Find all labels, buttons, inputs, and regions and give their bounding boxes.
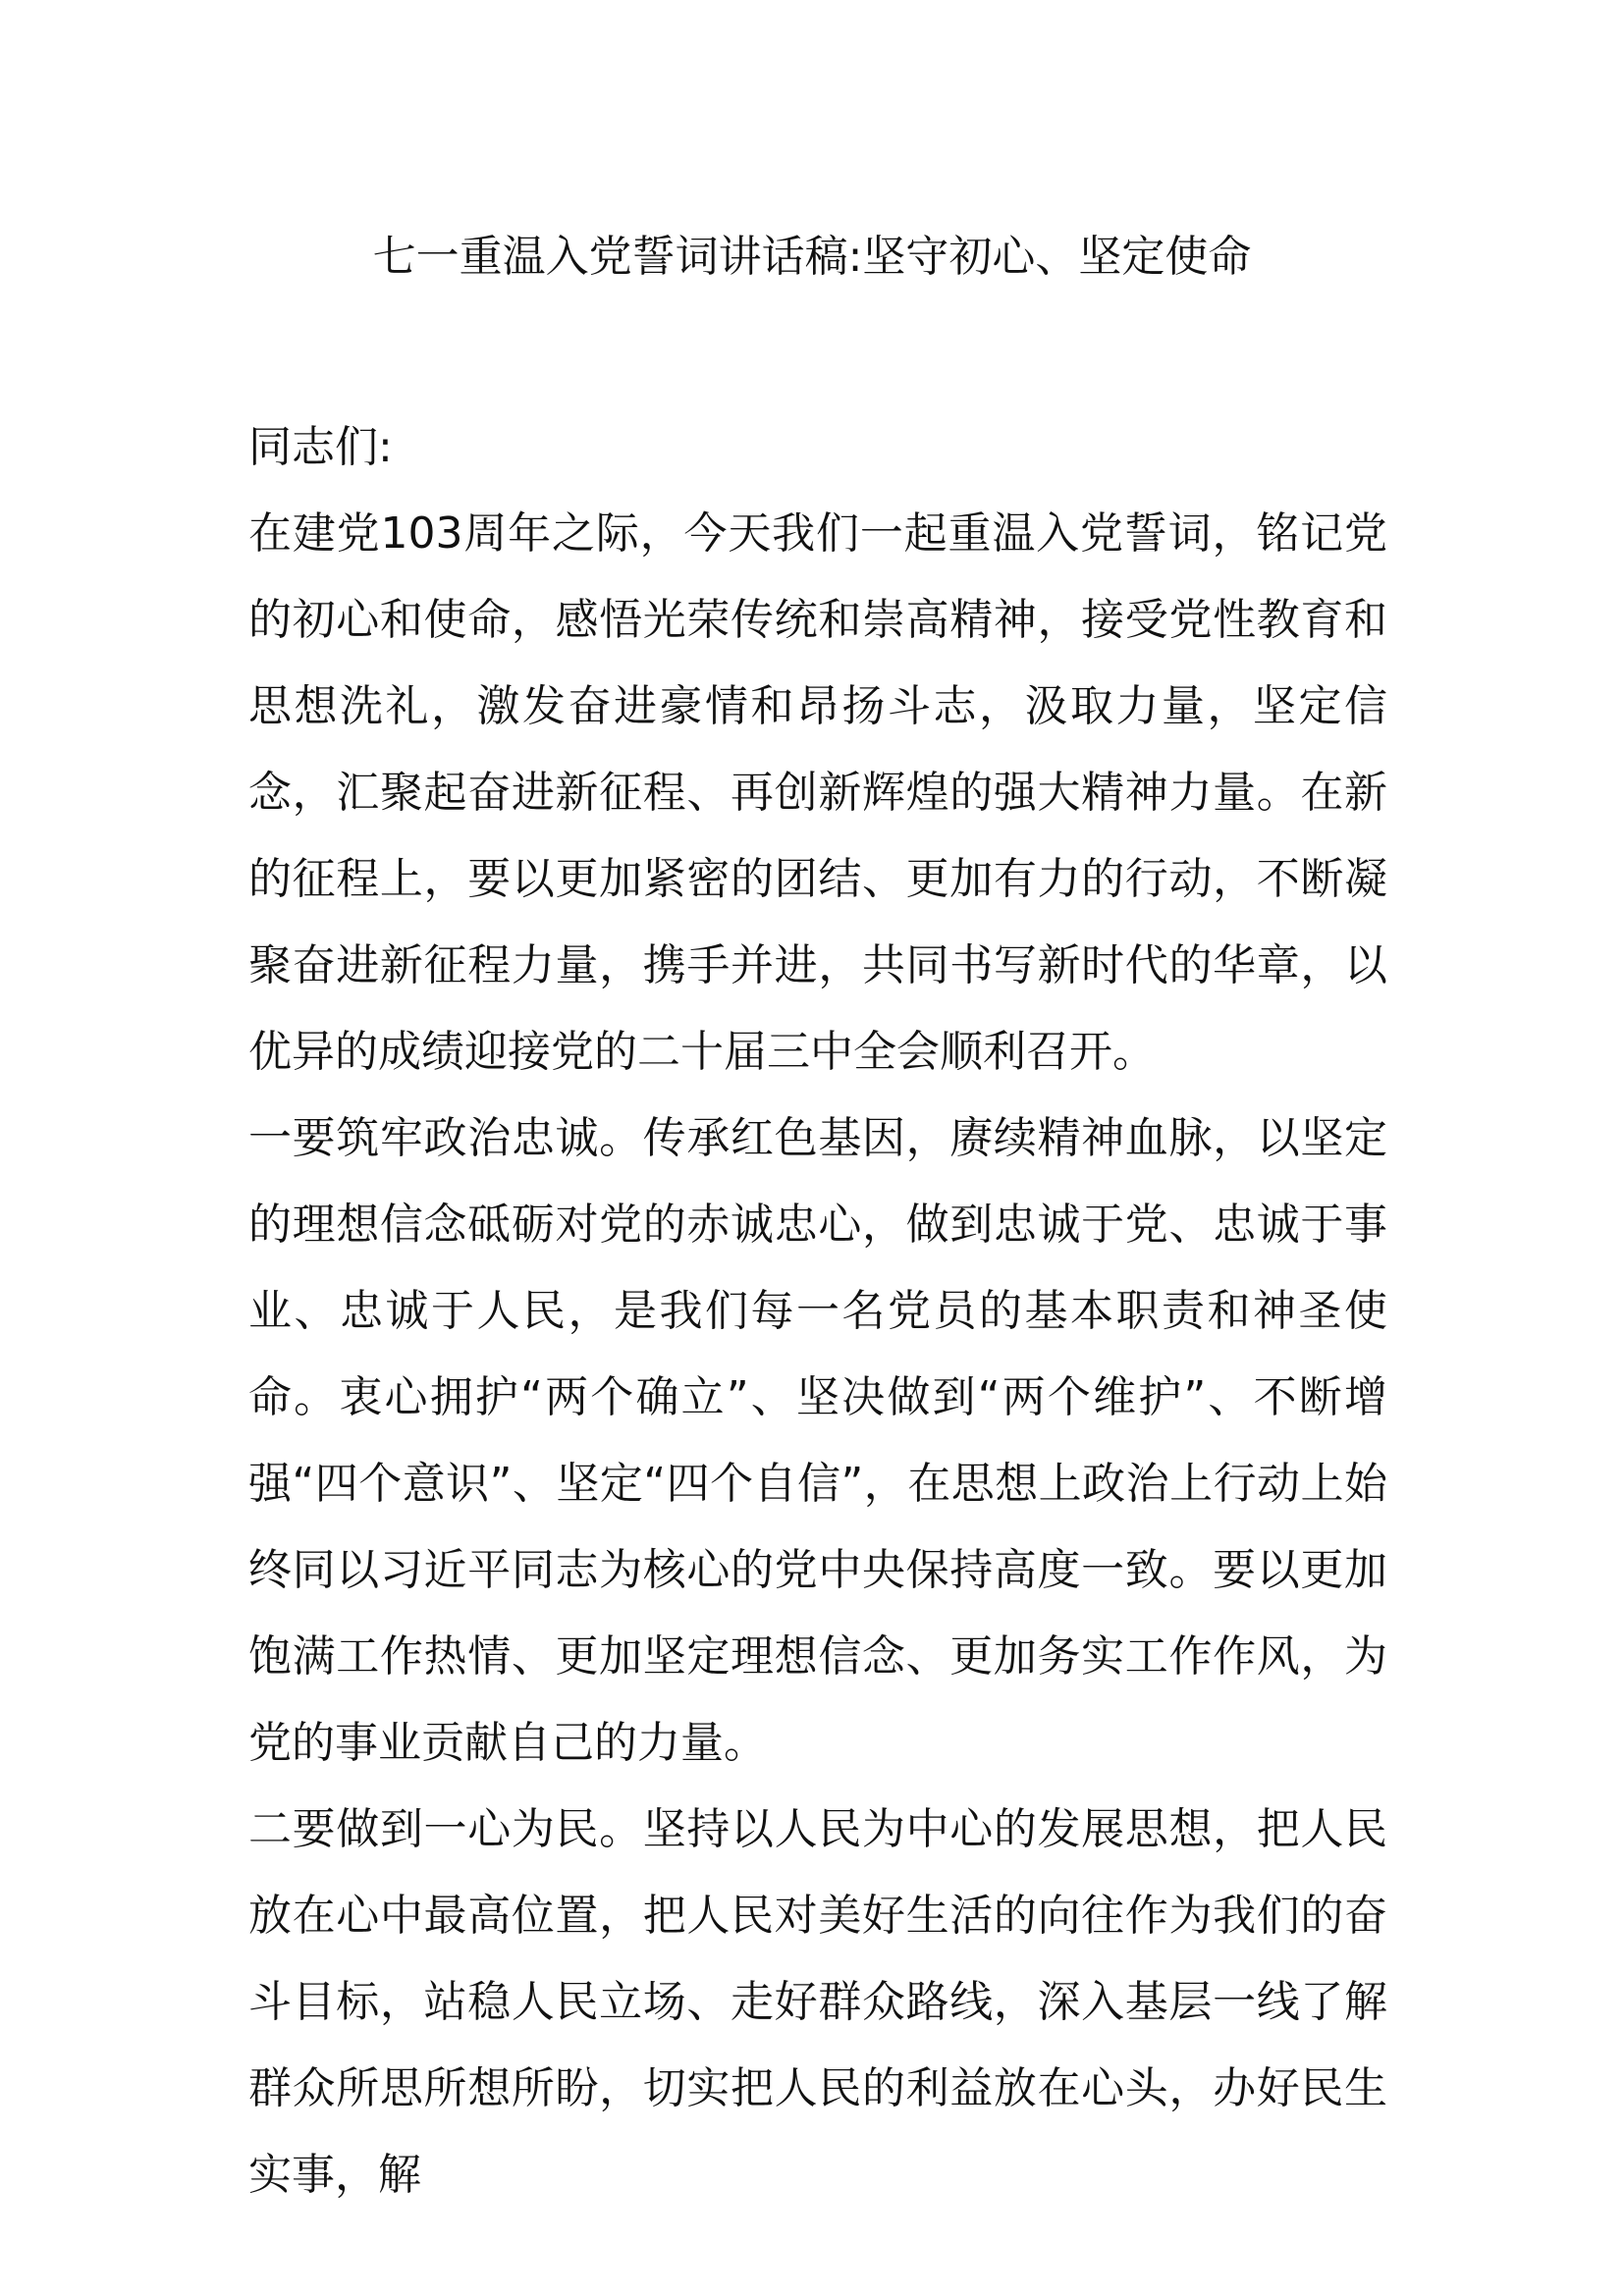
document-body (248, 404, 1387, 2218)
salutation: 同志们: (248, 422, 393, 472)
document-title: 七一重温入党誓词讲话稿:坚守初心、坚定使命 (372, 232, 1252, 282)
paragraph-political-loyalty: 一要筑牢政治忠诚。传承红色基因，赓续精神血脉，以坚定的理想信念砥砺对党的赤诚忠心，做到忠诚于党、忠诚于事业、忠诚于人民，是我们每一名党员的基本职责和神圣使命。衷心拥护“两个确立”、坚决做到“两个维护”、不断增强“四个意识”、坚定“四个自信”，在思想上政治上行动上始终同以习近平同志为核心的党中央保持高度一致。要以更加饱满工作热情、更加坚定理想信念、更加务实工作作风，为党的事业贡献自己的力量。 (248, 1113, 1387, 1768)
paragraph-intro: 在建党103周年之际，今天我们一起重温入党誓词，铭记党的初心和使命，感悟光荣传统和崇高精神，接受党性教育和思想洗礼，激发奋进豪情和昂扬斗志，汲取力量，坚定信念，汇聚起奋进新征程、再创新辉煌的强大精神力量。在新的征程上，要以更加紧密的团结、更加有力的行动，不断凝聚奋进新征程力量，携手并进，共同书写新时代的华章，以优异的成绩迎接党的二十届三中全会顺利召开。 (248, 508, 1387, 1077)
paragraph-serve-people: 二要做到一心为民。坚持以人民为中心的发展思想，把人民放在心中最高位置，把人民对美好生活的向往作为我们的奋斗目标，站稳人民立场、走好群众路线，深入基层一线了解群众所思所想所盼，切实把人民的利益放在心头，办好民生实事，解 (248, 1804, 1387, 2200)
